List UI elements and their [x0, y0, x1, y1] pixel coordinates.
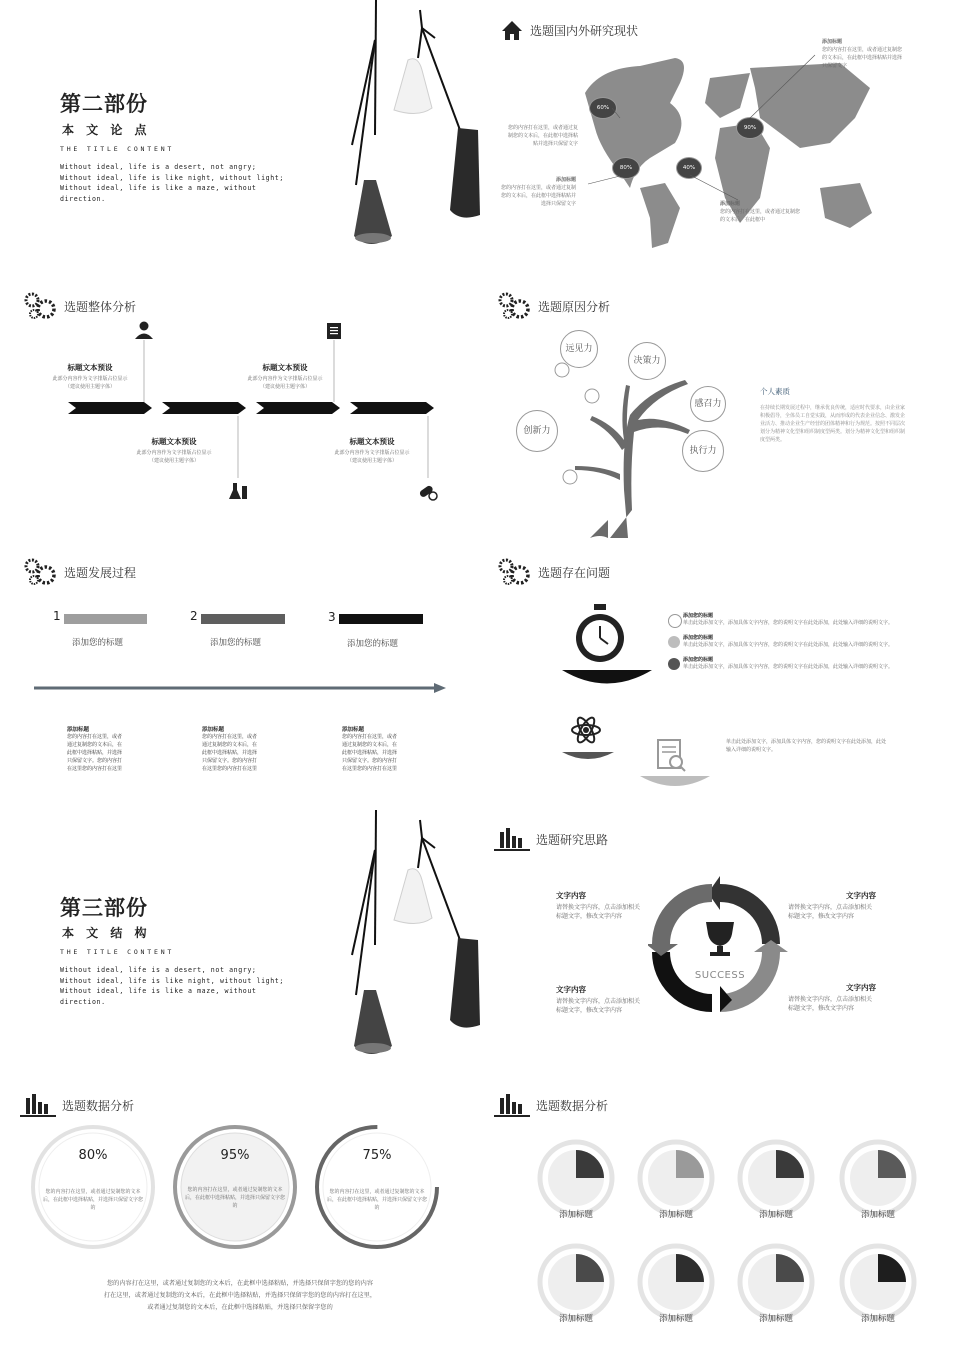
step-3-number: 3	[328, 610, 336, 624]
pie-label: 添加标题	[558, 1314, 593, 1324]
bubble-influence: 感召力	[690, 386, 726, 422]
callout-label: 添加标题	[555, 177, 576, 183]
problem-text: 单击此处添加文字，添加具体文字内容，您的说明文字在此处添加，此处输入详细的说明文字。	[683, 620, 894, 626]
section-en-label: THE TITLE CONTENT	[60, 948, 175, 956]
slide-title: 选题国内外研究现状	[530, 23, 639, 38]
pie-chart-7	[736, 1242, 816, 1322]
timeline-item-3	[237, 362, 333, 391]
slide-header	[498, 292, 610, 320]
pendant-lamps-image	[330, 0, 480, 270]
circle-3-value: 75%	[362, 1148, 392, 1163]
pie-chart-6	[636, 1242, 716, 1322]
pie-label: 添加标题	[558, 1210, 593, 1220]
pie-label: 添加标题	[658, 1314, 693, 1324]
progress-circle-3	[314, 1124, 440, 1250]
bar-chart-icon	[494, 1092, 530, 1118]
item-desc: 此部分内容作为文字排版占位显示	[136, 450, 212, 456]
step-1-bar	[64, 614, 147, 624]
gears-icon	[498, 558, 532, 586]
slide-development-process	[0, 540, 480, 810]
timeline-item-1	[42, 362, 138, 391]
callout-bm	[720, 200, 800, 224]
step-1-number: 1	[53, 609, 61, 623]
slide-existing-problems	[480, 540, 960, 810]
bubble-decision: 决策力	[628, 342, 666, 380]
side-text: 在持续长期发展过程中，继承优良传统，适应时代要求，由企业家积极倡导，全体员工自觉实践，从而形成的代表企业信念、激发企业活力、推动企业生产经营的团体精神和行为规范。按照不同层次划分为精神文化型和组织制度型两类。划分为精神文化型和组织制度型两类。	[760, 405, 906, 443]
bubble-vision: 远见力	[560, 330, 598, 368]
item-desc-note: （建议使用主题字体）	[64, 384, 115, 390]
section-body: Without ideal, life is a desert, not angry; Without ideal, life is like night, without light; Without ideal, life is like a maze, without direction.	[60, 966, 284, 1006]
column-3	[342, 725, 398, 773]
problem-title: 添加您的标题	[683, 613, 714, 619]
cycle-center-label: SUCCESS	[694, 970, 746, 981]
progress-circle-1	[30, 1124, 156, 1250]
pie-chart-5	[536, 1242, 616, 1322]
callout-bl	[500, 176, 576, 208]
section-subtitle: 本 文 论 点	[62, 123, 151, 137]
callout-text: 您的内容打在这里，或者通过复制您的文本后，在此框中选择粘贴并选择只保留文字	[500, 185, 576, 207]
callout-tr	[822, 38, 902, 70]
callout-text: 您的内容打在这里，或者通过复制您的文本后，在此框中	[720, 209, 801, 223]
column-title: 添加标题	[67, 727, 90, 733]
slide-title: 选题整体分析	[64, 299, 137, 314]
problem-item-2	[683, 634, 923, 649]
progress-arrow	[34, 683, 446, 693]
text-block-bl	[556, 984, 642, 1015]
circle-2-text: 您的内容打在这里，或者通过复制您的文本后，在此框中选择粘贴，并选择只保留文字您的	[184, 1187, 285, 1209]
slide-research-approach	[480, 810, 960, 1080]
circle-1-value: 80%	[78, 1148, 108, 1163]
item-desc-note: （建议使用主题字体）	[259, 384, 310, 390]
circle-3-text: 您的内容打在这里，或者通过复制您的文本后，在此框中选择粘贴，并选择只保留文字您的	[326, 1189, 427, 1211]
pie-label: 添加标题	[860, 1314, 895, 1324]
column-text: 您的内容打在这里，或者通过复制您的文本后，在此框中选择粘贴，并选择只保留文字。您的内容打在这里您的内容打在这里	[342, 734, 398, 772]
atom-icon	[562, 714, 622, 764]
step-2-number: 2	[190, 609, 198, 623]
slide-title: 选题数据分析	[536, 1098, 609, 1113]
problem-item-3	[683, 656, 923, 671]
bubble-execution: 执行力	[682, 430, 724, 472]
column-title: 添加标题	[342, 727, 365, 733]
problem-dot-1	[668, 614, 682, 628]
callout-label: 添加标题	[720, 201, 741, 207]
bottom-line-1: 您的内容打在这里，或者通过复制您的文本后，在此框中选择粘贴，并选择只保留字您的您的内容	[106, 1280, 374, 1287]
slide-data-analysis-1	[0, 1082, 480, 1352]
lab-flask-icon	[228, 480, 250, 502]
pie-chart-3	[736, 1138, 816, 1218]
slide-header	[494, 826, 608, 852]
text-block-br	[788, 982, 876, 1013]
item-title: 标题文本预设	[262, 363, 308, 372]
text-block-tr	[788, 890, 876, 921]
item-desc-note: （建议使用主题字体）	[148, 458, 199, 464]
slide-title: 选题研究思路	[536, 832, 609, 847]
problem-text: 单击此处添加文字，添加具体文字内容，您的说明文字在此处添加，此处输入详细的说明文字。	[683, 642, 894, 648]
pie-label: 添加标题	[658, 1210, 693, 1220]
callout-text: 您的内容打在这里，或者通过复制您的文本后，在此框中选择粘贴并选择只保留文字	[822, 47, 903, 69]
text-body: 请替换文字内容，点击添加相关标题文字，修改文字内容	[788, 904, 873, 920]
report-search-icon	[640, 736, 710, 792]
bottom-line-3: 或者通过复制您的文本后，在此框中选择粘贴，并选择只保留字您的	[147, 1304, 333, 1311]
step-2-label: 添加您的标题	[210, 638, 262, 648]
item-desc: 此部分内容作为文字排版占位显示	[334, 450, 410, 456]
pie-label: 添加标题	[758, 1210, 793, 1220]
slide-header	[24, 558, 136, 586]
item-desc: 此部分内容作为文字排版占位显示	[52, 376, 128, 382]
bar-chart-icon	[494, 826, 530, 852]
slide-title: 选题存在问题	[538, 565, 611, 580]
text-block-tl	[556, 890, 642, 921]
slide-part-three	[0, 810, 480, 1080]
item-title: 标题文本预设	[67, 363, 113, 372]
slide-header	[498, 558, 610, 586]
column-title: 添加标题	[202, 727, 225, 733]
section-title: 第三部份	[60, 896, 148, 920]
step-1-label: 添加您的标题	[72, 638, 124, 648]
slide-overall-analysis	[0, 270, 480, 540]
text-body: 请替换文字内容，点击添加相关标题文字，修改文字内容	[556, 998, 641, 1014]
pct-bubble-1: 60%	[589, 97, 617, 119]
problem-text: 单击此处添加文字，添加具体文字内容，您的说明文字在此处添加，此处输入详细的说明文字。	[683, 664, 894, 670]
pie-chart-1	[536, 1138, 616, 1218]
problem-title: 添加您的标题	[683, 635, 714, 641]
bubble-innovation: 创新力	[516, 410, 558, 452]
item-desc: 此部分内容作为文字排版占位显示	[247, 376, 323, 382]
section-body: Without ideal, life is a desert, not angry; Without ideal, life is like night, without light; Without ideal, life is like a maze, without direction.	[60, 163, 284, 203]
bottom-text: 单击此处添加文字，添加具体文字内容，您的说明文字在此处添加，此处输入详细的说明文字。	[726, 739, 887, 753]
clipboard-icon	[324, 320, 344, 340]
text-heading: 文字内容	[846, 891, 876, 900]
callout-label: 添加标题	[822, 39, 843, 45]
pct-bubble-4: 90%	[736, 117, 764, 139]
pie-label: 添加标题	[860, 1210, 895, 1220]
text-body: 请替换文字内容，点击添加相关标题文字，修改文字内容	[788, 996, 873, 1012]
step-2-bar	[201, 614, 285, 624]
pills-icon	[416, 480, 438, 502]
item-title: 标题文本预设	[349, 437, 395, 446]
text-heading: 文字内容	[556, 891, 586, 900]
slide-title: 选题发展过程	[64, 565, 137, 580]
cycle-diagram	[648, 874, 792, 1020]
column-text: 您的内容打在这里，或者通过复制您的文本后，在此框中选择粘贴，并选择只保留文字。您的内容打在这里您的内容打在这里	[67, 734, 123, 772]
stopwatch-icon	[562, 602, 652, 692]
column-text: 您的内容打在这里，或者通过复制您的文本后，在此框中选择粘贴，并选择只保留文字。您的内容打在这里您的内容打在这里	[202, 734, 258, 772]
side-title: 个人素质	[760, 387, 790, 396]
slide-cause-analysis	[480, 270, 960, 540]
column-2	[202, 725, 258, 773]
pct-bubble-2: 80%	[612, 157, 640, 179]
circle-2-value: 95%	[220, 1148, 250, 1163]
slide-data-analysis-2	[480, 1082, 960, 1352]
item-title: 标题文本预设	[151, 437, 197, 446]
bottom-paragraph	[60, 1278, 420, 1314]
pie-chart-4	[838, 1138, 918, 1218]
bottom-line-2: 打在这里，或者通过复制您的文本后，在此框中选择粘贴，并选择只保留字您的您的内容打在这里，	[103, 1292, 377, 1299]
gears-icon	[24, 558, 58, 586]
circle-1-text: 您的内容打在这里，或者通过复制您的文本后，在此框中选择粘贴，并选择只保留文字您的	[42, 1189, 143, 1211]
slide-part-two	[0, 0, 480, 270]
item-desc-note: （建议使用主题字体）	[346, 458, 397, 464]
slide-header	[20, 1092, 134, 1118]
step-3-bar	[339, 614, 423, 624]
pendant-lamps-image	[330, 810, 480, 1080]
column-1	[67, 725, 123, 773]
text-heading: 文字内容	[556, 985, 586, 994]
text-body: 请替换文字内容，点击添加相关标题文字，修改文字内容	[556, 904, 641, 920]
section-title: 第二部份	[60, 92, 148, 116]
person-icon	[134, 320, 154, 340]
slide-title: 选题原因分析	[538, 299, 611, 314]
timeline-item-4	[324, 436, 420, 465]
callout-text: 您的内容打在这里，或者通过复制您的文本后，在此框中选择粘贴并选择只保留文字	[508, 125, 579, 147]
gears-icon	[498, 292, 532, 320]
bar-chart-icon	[20, 1092, 56, 1118]
problem-title: 添加您的标题	[683, 657, 714, 663]
pie-label: 添加标题	[758, 1314, 793, 1324]
problem-dot-2	[668, 636, 680, 648]
section-subtitle: 本 文 结 构	[62, 926, 151, 940]
pie-chart-8	[838, 1242, 918, 1322]
slide-header	[494, 1092, 608, 1118]
section-en-label: THE TITLE CONTENT	[60, 145, 175, 153]
problem-item-1	[683, 612, 923, 627]
text-heading: 文字内容	[846, 983, 876, 992]
problem-dot-3	[668, 658, 680, 670]
callout-left	[508, 124, 578, 148]
pie-chart-2	[636, 1138, 716, 1218]
pct-bubble-3: 40%	[676, 157, 702, 179]
step-3-label: 添加您的标题	[347, 639, 399, 649]
slide-title: 选题数据分析	[62, 1098, 135, 1113]
slide-research-status	[480, 0, 960, 270]
timeline-item-2	[126, 436, 222, 465]
